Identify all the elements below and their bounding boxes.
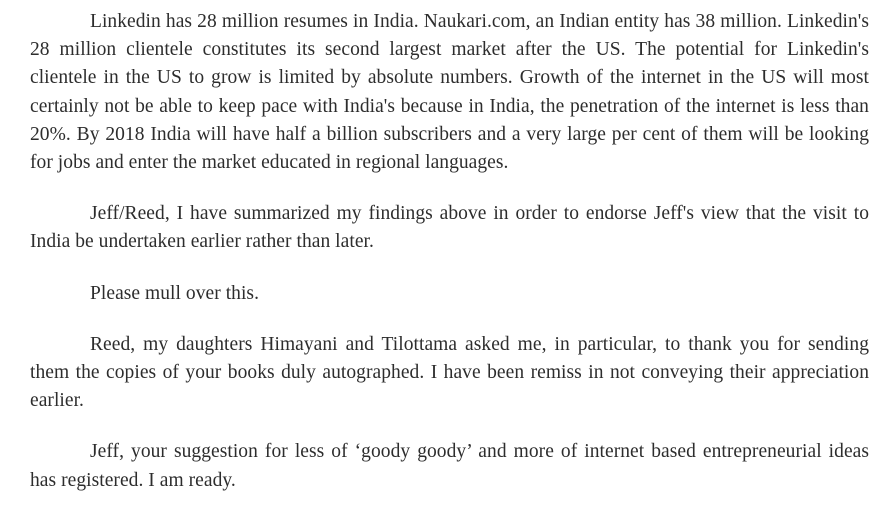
paragraph-2: Jeff/Reed, I have summarized my findings above in order to endorse Jeff's view that the visit to India be undertaken earlier rather than later.: [30, 203, 869, 253]
document-body: [30, 8, 869, 495]
paragraph-3: Please mull over this.: [90, 282, 259, 304]
paragraph-4: Reed, my daughters Himayani and Tilottama asked me, in particular, to thank you for sending them the copies of your books duly autographed. I have been remiss in not conveying their appreciation earlier.: [30, 333, 869, 412]
paragraph-5: Jeff, your suggestion for less of ‘goody goody’ and more of internet based entrepreneurial ideas has registered. I am ready.: [30, 441, 869, 491]
paragraph-1: Linkedin has 28 million resumes in India. Naukari.com, an Indian entity has 38 million. Linkedin's 28 million clientele constitutes its second largest market after the US. The potential for Linkedin's clientele in the US to grow is limited by absolute numbers. Growth of the internet in the US will most certainly not be able to keep pace with India's because in India, the penetration of the internet is less than 20%. By 2018 India will have half a billion subscribers and a very large per cent of them will be looking for jobs and enter the market educated in regional languages.: [30, 11, 869, 174]
